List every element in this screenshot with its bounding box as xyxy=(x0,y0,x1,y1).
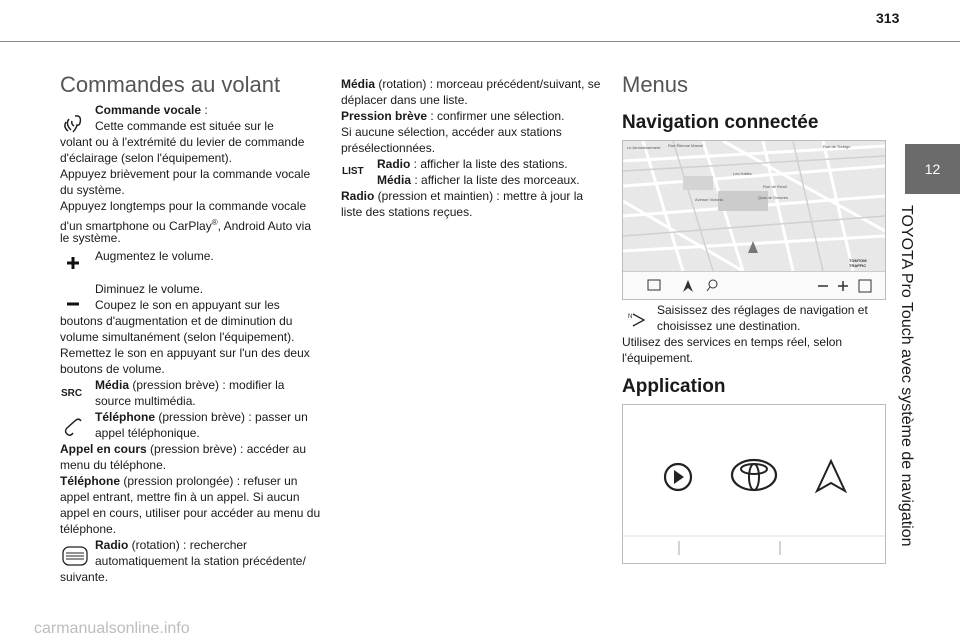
plus-text: Augmentez le volume. xyxy=(95,249,214,263)
list-media-line: Média : afficher la liste des morceaux. xyxy=(377,173,580,187)
minus-line: Diminuez le volume. xyxy=(95,282,204,296)
voice-line: volant ou à l'extrémité du levier de commande xyxy=(60,135,305,149)
phone-line1: Téléphone (pression brève) : passer un xyxy=(95,410,308,424)
src-line2: source multimédia. xyxy=(95,394,196,408)
phone-long-line: téléphone. xyxy=(60,522,117,536)
voice-line: le système. xyxy=(60,231,121,245)
map-image xyxy=(623,141,885,271)
header-rule xyxy=(0,41,960,42)
voice-line: du système. xyxy=(60,183,125,197)
chapter-title xyxy=(893,205,921,605)
radio-hold-line1: Radio (pression et maintien) : mettre à jour la xyxy=(341,189,584,203)
app-screenshot xyxy=(622,404,886,564)
map-label: Le Arrondissement xyxy=(627,145,661,150)
radio-hold-line2: liste des stations reçues. xyxy=(341,205,473,219)
minus-line: boutons de volume. xyxy=(60,362,165,376)
call-line2: menu du téléphone. xyxy=(60,458,167,472)
press-short-line1: Pression brève : confirmer une sélection. xyxy=(341,109,565,123)
nav-desc-line: l'équipement. xyxy=(622,351,694,365)
toyota-logo-icon xyxy=(732,460,776,490)
app-title: Application xyxy=(622,376,726,397)
watermark: carmanualsonline.info xyxy=(34,620,190,637)
radio-dial-icon xyxy=(62,545,88,567)
minus-line: boutons d'augmentation et de diminution du xyxy=(60,314,293,328)
radio-rot-line1: Radio (rotation) : rechercher xyxy=(95,538,248,552)
voice-line: d'éclairage (selon l'équipement). xyxy=(60,151,233,165)
chapter-tab: 12 xyxy=(905,144,960,194)
voice-carplay-line: d'un smartphone ou CarPlay®, Android Auto via xyxy=(60,218,312,233)
phone-long-line: appel en cours, utiliser pour accéder au menu du xyxy=(60,506,321,520)
voice-icon xyxy=(60,113,86,135)
phone-line2: appel téléphonique. xyxy=(95,426,200,440)
media-rot-line2: déplacer dans une liste. xyxy=(341,93,468,107)
voice-line: Appuyez longtemps pour la commande vocale xyxy=(60,199,307,213)
map-label: Rue de Rivoli xyxy=(763,184,787,189)
plus-icon xyxy=(66,256,80,270)
minus-line: Coupez le son en appuyant sur les xyxy=(95,298,280,312)
carplay-icon xyxy=(665,464,691,490)
android-auto-icon xyxy=(817,461,845,491)
radio-rot-line: suivante. xyxy=(60,570,109,584)
minus-line: volume simultanément (selon l'équipement). xyxy=(60,330,295,344)
nav-title: Navigation connectée xyxy=(622,112,819,133)
phone-icon xyxy=(62,416,88,438)
src-line1: Média (pression brève) : modifier la xyxy=(95,378,285,392)
nav-desc-line: choisissez une destination. xyxy=(657,319,801,333)
voice-line: Appuyez brièvement pour la commande vocale xyxy=(60,167,311,181)
voice-line: Cette commande est située sur le xyxy=(95,119,274,133)
section-title: Commandes au volant xyxy=(60,72,281,97)
map-label: Quai de Gesvres xyxy=(758,195,789,200)
map-label: TOMTOM TRAFFIC xyxy=(849,258,867,268)
menus-title: Menus xyxy=(622,72,689,97)
page-number: 313 xyxy=(876,10,900,26)
src-icon: SRC xyxy=(61,388,83,399)
map-label: Les Halles xyxy=(733,171,752,176)
voice-line1: Commande vocale : xyxy=(95,103,208,117)
press-short-line: présélectionnées. xyxy=(341,141,436,155)
chapter-title-text: TOYOTA Pro Touch avec système de navigation xyxy=(898,205,915,547)
compass-icon xyxy=(627,310,649,330)
list-icon: LIST xyxy=(342,166,364,177)
phone-long-line: appel entrant, mettre fin à un appel. Si aucun xyxy=(60,490,300,504)
press-short-line: Si aucune sélection, accéder aux stations xyxy=(341,125,562,139)
map-label: Avenue Victoria xyxy=(695,197,723,202)
minus-icon xyxy=(66,294,80,300)
nav-desc-line: Utilisez des services en temps réel, selon xyxy=(622,335,843,349)
map-toolbar xyxy=(623,271,885,300)
media-rot-line1: Média (rotation) : morceau précédent/suivant, se xyxy=(341,77,601,91)
svg-text:N: N xyxy=(628,314,633,320)
minus-line: Remettez le son en appuyant sur l'un des deux xyxy=(60,346,310,360)
map-label: Rue de Turbigo xyxy=(823,144,851,149)
call-line1: Appel en cours (pression brève) : accéder au xyxy=(60,442,307,456)
map-label: Rue Étienne Marcel xyxy=(668,143,704,148)
radio-rot-line: automatiquement la station précédente/ xyxy=(95,554,306,568)
phone-long-line1: Téléphone (pression prolongée) : refuser un xyxy=(60,474,298,488)
nav-desc-line: Saisissez des réglages de navigation et xyxy=(657,303,868,317)
nav-screenshot xyxy=(622,140,886,300)
list-radio-line: Radio : afficher la liste des stations. xyxy=(377,157,568,171)
